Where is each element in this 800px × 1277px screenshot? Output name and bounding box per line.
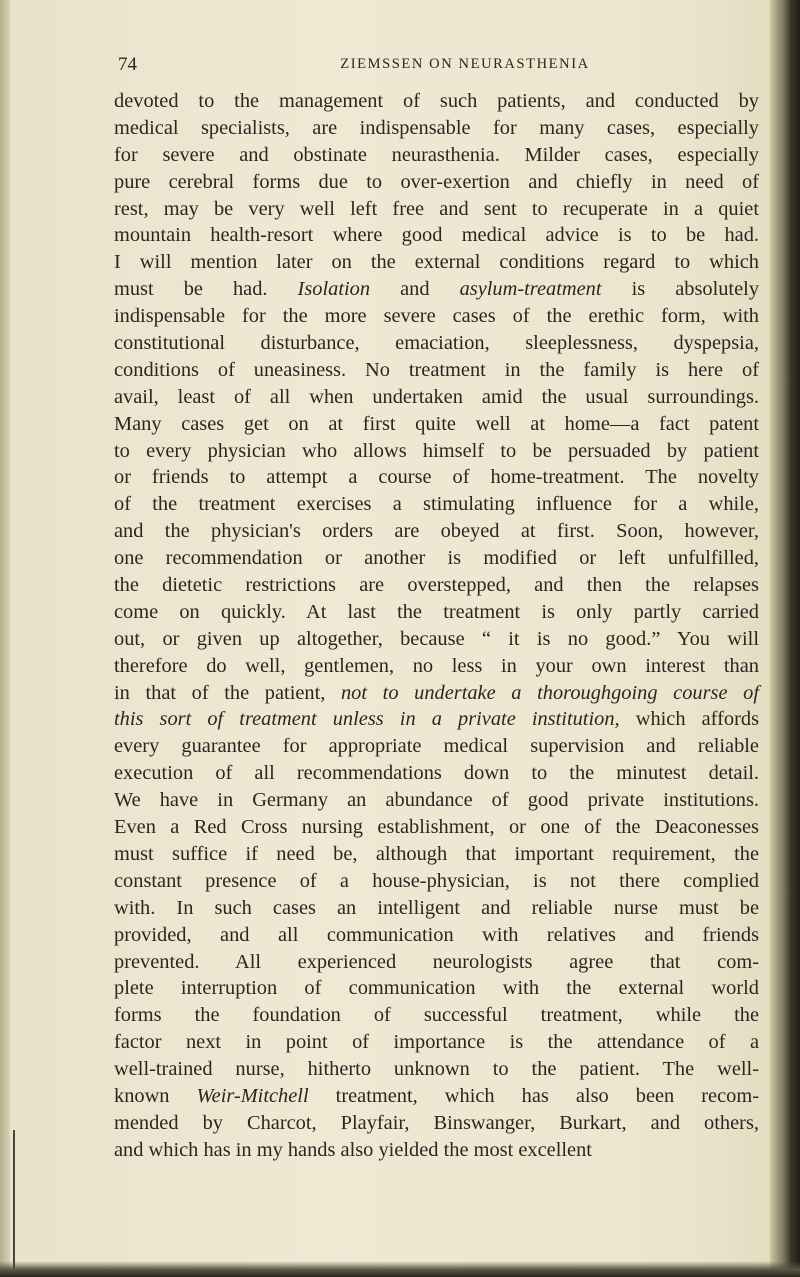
running-head (118, 54, 758, 78)
text-run: We have in Germany an abundance of good private institutions. (114, 789, 759, 812)
text-run: mended by Charcot, Playfair, Binswanger, Burkart, and others, (114, 1111, 759, 1134)
text-run: I will mention later on the external conditions regard to which (114, 251, 759, 274)
text-run: medical specialists, are indispensable for many cases, especially (114, 116, 759, 139)
text-line (114, 196, 759, 223)
text-run: every guarantee for appropriate medical supervision and reliable (114, 735, 759, 758)
text-run: forms the foundation of successful treatment, while the (114, 1004, 759, 1027)
text-run: is absolutely (601, 278, 760, 301)
text-run: pure cerebral forms due to over-exertion and chiefly in need of (114, 170, 759, 193)
text-run: avail, least of all when undertaken amid the usual surroundings. (114, 385, 759, 408)
text-run: must suffice if need be, although that important requirement, the (114, 842, 759, 865)
book-binding-shadow (770, 0, 800, 1277)
text-line (114, 706, 759, 733)
text-run: treatment, which has also been recom- (308, 1084, 760, 1107)
text-line (114, 411, 759, 438)
text-run: and (370, 278, 460, 301)
text-line (114, 975, 759, 1002)
text-line (114, 653, 759, 680)
text-run: in that of the patient, (114, 681, 341, 704)
text-line (114, 1029, 759, 1056)
italic-text-run: this sort of treatment unless in a private institution, (114, 708, 620, 731)
page-edge-line (13, 1130, 15, 1277)
page-number: 74 (118, 54, 137, 75)
text-run: devoted to the management of such patients, and conducted by (114, 90, 759, 112)
text-run: one recommendation or another is modified or left unfulfilled, (114, 547, 759, 570)
text-line (114, 464, 759, 491)
text-line (114, 895, 759, 922)
running-head-title: ZIEMSSEN ON NEURASTHENIA (340, 56, 590, 72)
text-line (114, 142, 759, 169)
text-line (114, 357, 759, 384)
text-line (114, 303, 759, 330)
text-run: for severe and obstinate neurasthenia. Milder cases, especially (114, 143, 759, 166)
text-line (114, 626, 759, 653)
body-text (114, 88, 759, 1164)
text-run: mountain health-resort where good medical advice is to be had. (114, 224, 759, 247)
text-line (114, 787, 759, 814)
text-line (114, 760, 759, 787)
text-line (114, 1137, 759, 1164)
text-line (114, 438, 759, 465)
text-line (114, 1056, 759, 1083)
text-run: come on quickly. At last the treatment is only partly carried (114, 600, 759, 623)
italic-text-run: asylum-treatment (459, 278, 602, 301)
text-run: and the physician's orders are obeyed at first. Soon, however, (114, 520, 759, 543)
text-run: provided, and all communication with relatives and friends (114, 923, 759, 946)
text-run: constitutional disturbance, emaciation, sleeplessness, dyspepsia, (114, 332, 759, 355)
text-line (114, 276, 759, 303)
text-line (114, 1002, 759, 1029)
text-line (114, 1110, 759, 1137)
text-line (114, 222, 759, 249)
text-line (114, 384, 759, 411)
italic-text-run: Isolation (297, 278, 371, 301)
text-line (114, 949, 759, 976)
text-run: rest, may be very well left free and sent to recuperate in a quiet (114, 197, 759, 220)
text-line (114, 115, 759, 142)
italic-text-run: Weir-Mitchell (196, 1084, 309, 1107)
text-line (114, 599, 759, 626)
text-run: well-trained nurse, hitherto unknown to the patient. The well- (114, 1058, 759, 1081)
text-run: execution of all recommendations down to the minutest detail. (114, 762, 759, 785)
text-line (114, 88, 759, 115)
text-run: of the treatment exercises a stimulating influence for a while, (114, 493, 759, 516)
text-line (114, 733, 759, 760)
text-run: must be had. (114, 278, 298, 301)
text-run: or friends to attempt a course of home-treatment. The novelty (114, 466, 759, 489)
text-line (114, 841, 759, 868)
text-line (114, 680, 759, 707)
text-line (114, 249, 759, 276)
italic-text-run: not to undertake a thoroughgoing course of (340, 681, 759, 704)
text-line (114, 814, 759, 841)
text-run: constant presence of a house-physician, is not there complied (114, 869, 759, 892)
text-run: prevented. All experienced neurologists agree that com- (114, 950, 759, 973)
text-run: with. In such cases an intelligent and reliable nurse must be (114, 896, 759, 919)
page-bottom-shadow (0, 1261, 800, 1277)
text-line (114, 518, 759, 545)
text-run: therefore do well, gentlemen, no less in your own interest than (114, 654, 759, 677)
text-line (114, 868, 759, 895)
text-run: to every physician who allows himself to be persuaded by patient (114, 439, 759, 462)
text-run: out, or given up altogether, because “ it is no good.” You will (114, 627, 759, 650)
text-line (114, 572, 759, 599)
text-line (114, 169, 759, 196)
text-line (114, 491, 759, 518)
text-run: indispensable for the more severe cases of the erethic form, with (114, 305, 759, 328)
text-run: plete interruption of communication with the external world (114, 977, 759, 1000)
text-run: the dietetic restrictions are overstepped, and then the relapses (114, 574, 759, 597)
text-line (114, 922, 759, 949)
text-run: which affords (619, 708, 759, 731)
text-line (114, 545, 759, 572)
text-line (114, 1083, 759, 1110)
text-run: and which has in my hands also yielded the most excellent (114, 1138, 592, 1161)
text-run: Many cases get on at first quite well at home—a fact patent (114, 412, 759, 435)
text-run: known (114, 1084, 197, 1107)
page-left-edge (0, 0, 10, 1277)
text-run: conditions of uneasiness. No treatment in the family is here of (114, 358, 759, 381)
text-run: factor next in point of importance is the attendance of a (114, 1031, 759, 1054)
text-run: Even a Red Cross nursing establishment, or one of the Deaconesses (114, 816, 759, 839)
text-line (114, 330, 759, 357)
